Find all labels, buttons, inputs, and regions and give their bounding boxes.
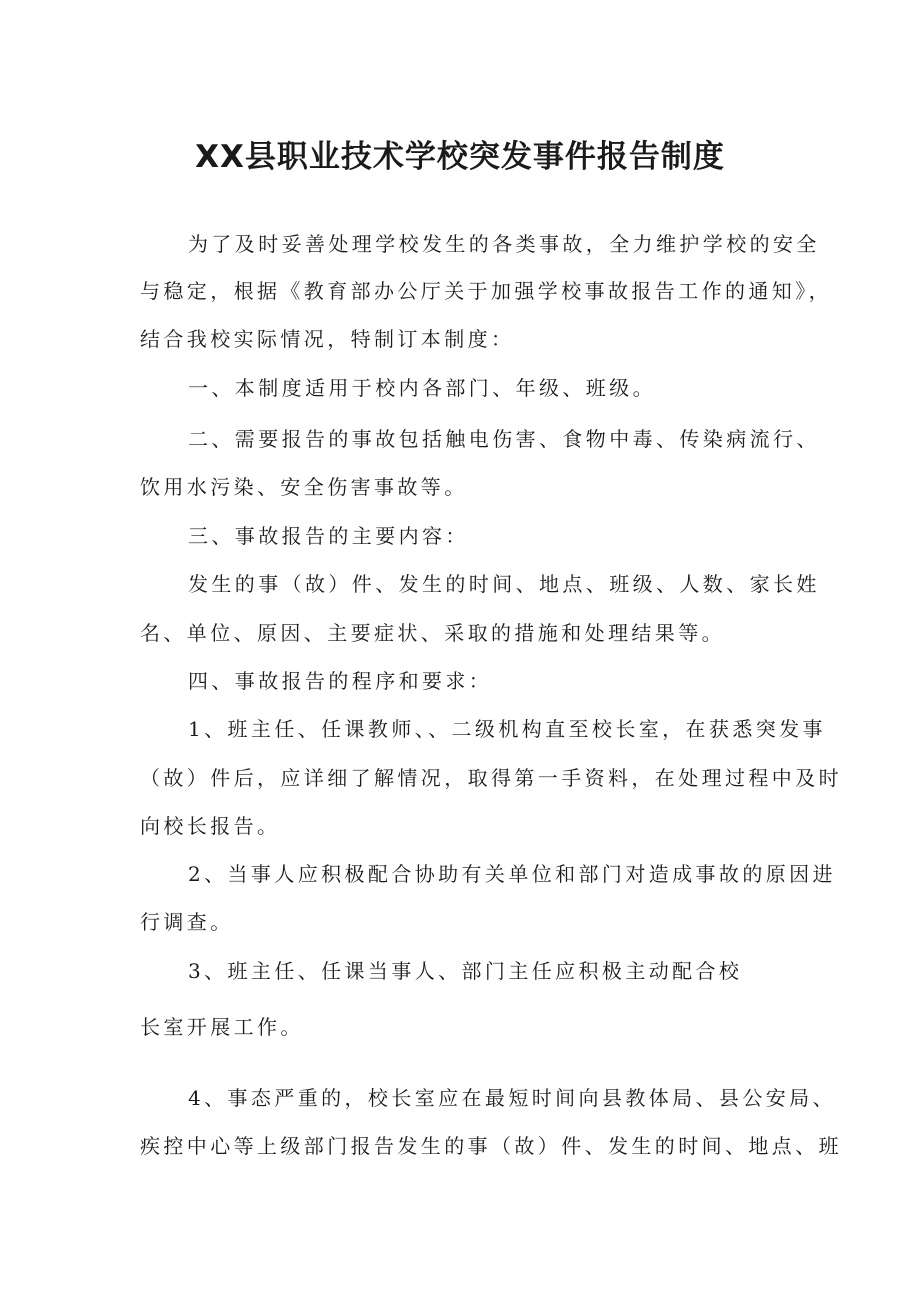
paragraph-line: 与稳定，根据《教育部办公厅关于加强学校事故报告工作的通知》，: [140, 279, 832, 303]
paragraph-line: 长室开展工作。: [140, 1015, 304, 1039]
paragraph-line: 发生的事（故）件、发生的时间、地点、班级、人数、家长姓: [188, 572, 820, 596]
paragraph-line: 结合我校实际情况，特制订本制度：: [140, 327, 515, 351]
paragraph-line: 1、班主任、任课教师、、二级机构直至校长室，在获悉突发事: [188, 717, 826, 741]
paragraph-line: 二、需要报告的事故包括触电伤害、食物中毒、传染病流行、: [188, 427, 820, 451]
paragraph-line: 四、事故报告的程序和要求：: [188, 669, 493, 693]
paragraph-line: 行调查。: [140, 910, 234, 934]
paragraph-line: 一、本制度适用于校内各部门、年级、班级。: [188, 376, 656, 400]
paragraph-line: 疾控中心等上级部门报告发生的事（故）件、发生的时间、地点、班: [140, 1134, 842, 1158]
document-title: XX县职业技术学校突发事件报告制度: [195, 139, 725, 175]
paragraph-line: （故）件后，应详细了解情况，取得第一手资料，在处理过程中及时: [140, 766, 842, 790]
paragraph-line: 名、单位、原因、主要症状、采取的措施和处理结果等。: [140, 621, 725, 645]
paragraph-line: 向校长报告。: [140, 814, 281, 838]
paragraph-line: 三、事故报告的主要内容：: [188, 524, 469, 548]
paragraph-line: 为了及时妥善处理学校发生的各类事故，全力维护学校的安全: [188, 232, 820, 256]
paragraph-line: 4、事态严重的，校长室应在最短时间向县教体局、县公安局、: [188, 1086, 836, 1110]
paragraph-line: 3、班主任、任课当事人、部门主任应积极主动配合校: [188, 959, 743, 983]
paragraph-line: 2、当事人应积极配合协助有关单位和部门对造成事故的原因进: [188, 862, 836, 886]
paragraph-line: 饮用水污染、安全伤害事故等。: [140, 475, 468, 499]
